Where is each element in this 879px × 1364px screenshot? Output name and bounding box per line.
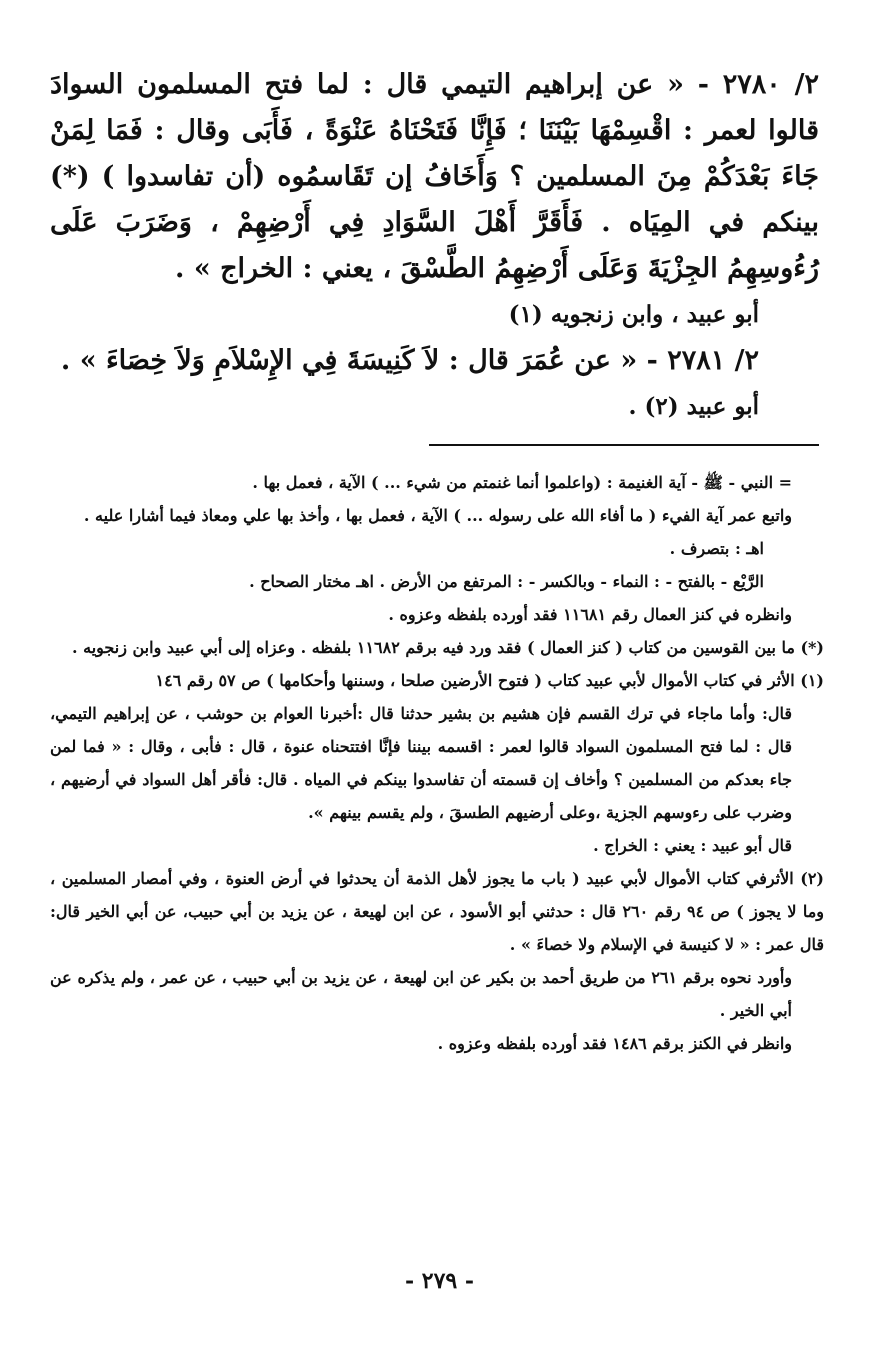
footnote-1-quote: قال: وأما ماجاء في ترك القسم فإن هشيم بن بشير حدثنا قال :أخبرنا العوام بن حوشب ، عن إبراهيم التيمي، قال : لما فتح المسلمون السواد قالوا لعمر : اقسمه بيننا فإنَّا افتتحناه عنوة ، قال : فأبى ، وقال : « فما لمن جاء بعدكم من المسلمين ؟ وأخاف إن قسمته أن تفاسدوا بينكم في المياه . قال: فأقر أهل السواد في أرضيهم ، وضرب على رءوسهم الجزية ،وعلى أرضيهم الطسقَ ، ولم يقسم بينهم ».: [50, 704, 792, 822]
page-number: - ٢٧٩ -: [404, 1268, 475, 1294]
hadith-2781: ٢/ ٢٧٨١ - « عن عُمَرَ قال : لاَ كَنِيسَةَ فِي الإِسْلاَمِ وَلاَ خِصَاءَ » .: [60, 345, 759, 376]
footnote-line: الرَّيْع - بالفتح - : النماء - وبالكسر - : المرتفع من الأرض . اهـ مختار الصحاح .: [249, 572, 764, 591]
hadith-2780-source: أبو عبيد ، وابن زنجويه (١): [508, 301, 759, 328]
footnote-2-reference: وانظر في الكنز برقم ١٤٨٦ فقد أورده بلفظه وعزوه .: [437, 1034, 792, 1053]
footnote-1-gloss: قال أبو عبيد : يعني : الخراج .: [593, 836, 792, 855]
footnotes: [50, 466, 824, 1060]
footnote-line: وانظره في كنز العمال رقم ١١٦٨١ فقد أورده بلفظه وعزوه .: [388, 605, 792, 624]
footnote-asterisk: (*) ما بين القوسين من كتاب ( كنز العمال ) فقد ورد فيه برقم ١١٦٨٢ بلفظه . وعزاه إلى أبي عبيد وابن زنجويه .: [71, 638, 824, 657]
hadith-2781-source: أبو عبيد (٢) .: [628, 393, 759, 420]
main-text: [50, 62, 819, 430]
hadith-2780: ٢/ ٢٧٨٠ - « عن إبراهيم التيمي قال : لما فتح المسلمون السوادَ قالوا لعمر : اقْسِمْهَا بَيْنَنَا ؛ فَإِنَّا فَتَحْنَاهُ عَنْوَةً ، فَأَبَى وقال : فَمَا لِمَنْ جَاءَ بَعْدَكُمْ مِنَ المسلمين ؟ وَأَخَافُ إن تَقَاسمُوه (أن تفاسدوا ) (*) بينكم في المِيَاه . فَأَقَرَّ أَهْلَ السَّوَادِ فِي أَرْضِهِمْ ، وَضَرَبَ عَلَى رُءُوسِهِمُ الجِزْيَةَ وَعَلَى أَرْضِهِمُ الطَّسْقَ ، يعني : الخراج » .: [50, 69, 819, 284]
footnote-divider: [429, 444, 819, 446]
footnote-2: (٢) الأثرفي كتاب الأموال لأبي عبيد ( باب ما يجوز لأهل الذمة أن يحدثوا في أرض العنوة ، وفي أمصار المسلمين ، وما لا يجوز ) ص ٩٤ رقم ٢٦٠ قال : حدثني أبو الأسود ، عن ابن لهيعة ، عن يزيد بن أبي حبيب، عن أبي الخير قال: قال عمر : « لا كنيسة في الإسلام ولا خصاءَ » .: [50, 869, 824, 954]
footnote-line: اهـ : بتصرف .: [669, 539, 764, 558]
footnote-line: واتبع عمر آية الفيء ( ما أفاء الله على رسوله ... ) الآية ، فعمل بها ، وأخذ بها علي ومعاذ فيما أشارا عليه .: [83, 506, 792, 525]
footnote-1: (١) الأثر في كتاب الأموال لأبي عبيد كتاب ( فتوح الأرضين صلحا ، وسننها وأحكامها ) ص ٥٧ رقم ١٤٦: [155, 671, 824, 690]
footnote-2-variant: وأورد نحوه برقم ٢٦١ من طريق أحمد بن بكير عن ابن لهيعة ، عن يزيد بن أبي حبيب ، عن عمر ، ولم يذكره عن أبي الخير .: [50, 968, 793, 1020]
footnote-line: = النبي - ﷺ - آية الغنيمة : (واعلموا أنما غنمتم من شيء ... ) الآية ، فعمل بها .: [252, 473, 792, 492]
